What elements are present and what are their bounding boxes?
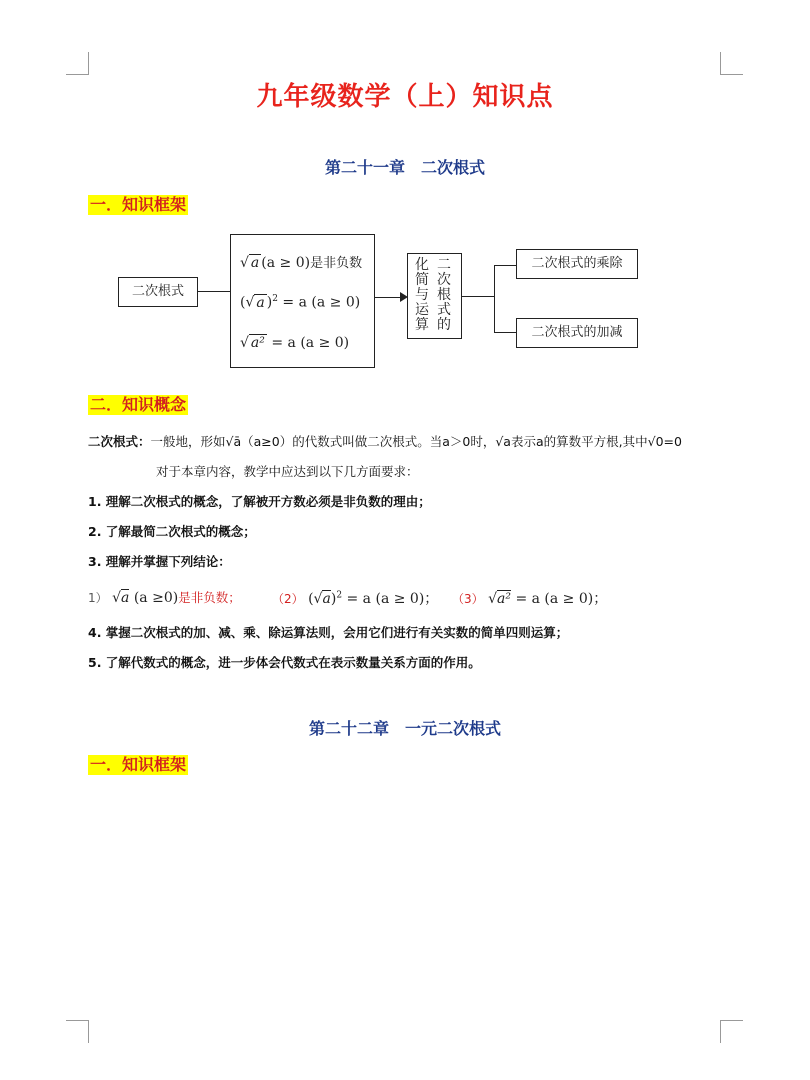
page-corner-bottom-left (66, 1020, 89, 1043)
property-formula-3: √ a² = a (a ≥ 0) (240, 335, 350, 351)
page-corner-top-left (66, 52, 89, 75)
definition-line: 二次根式：一般地，形如√ā（a≥0）的代数式叫做二次根式。当a＞0时，√a表示a的算数平方根,其中√0=0 (88, 434, 682, 449)
requirement-item-5: 5. 了解代数式的概念，进一步体会代数式在表示数量关系方面的作用。 (88, 655, 481, 670)
diagram-box-radical: 二次根式 (118, 277, 198, 307)
section-framework-heading: 一．知识框架 (90, 195, 187, 214)
diagram-box-mul-div: 二次根式的乘除 (516, 249, 638, 279)
diagram-box-add-sub: 二次根式的加减 (516, 318, 638, 348)
connector-line (494, 265, 495, 332)
requirement-item-4: 4. 掌握二次根式的加、减、乘、除运算法则，会用它们进行有关实数的简单四则运算； (88, 625, 569, 640)
conclusion-3: （3） √a² = a (a ≥ 0)； (452, 591, 608, 607)
conclusion-1: 1） √a (a ≥0)是非负数； (88, 590, 241, 606)
requirement-item-1: 1. 理解二次根式的概念，了解被开方数必须是非负数的理由； (88, 494, 431, 509)
connector-line (494, 265, 516, 266)
connector-line (494, 332, 516, 333)
connector-line (461, 296, 494, 297)
property-formula-1: √ a (a ≥ 0)是非负数 (240, 255, 363, 271)
chapter-21-heading: 第二十一章 二次根式 (324, 158, 485, 177)
requirement-item-3: 3. 理解并掌握下列结论： (88, 554, 231, 569)
page-corner-bottom-right (720, 1020, 743, 1043)
section-concept-heading: 二．知识概念 (90, 395, 187, 414)
requirement-item-2: 2. 了解最简二次根式的概念； (88, 524, 256, 539)
intro-line: 对于本章内容，教学中应达到以下几方面要求： (156, 464, 419, 479)
conclusion-2: （2） $(√a)^2 = a$ (a ≥ 0)； (272, 590, 439, 607)
connector-line (197, 291, 230, 292)
property-formula-2: (√ a )$^2$ = a (a ≥ 0) (240, 294, 361, 311)
page-title: 九年级数学（上）知识点 (256, 82, 554, 112)
chapter-22-heading: 第二十二章 一元二次根式 (308, 719, 501, 738)
page-corner-top-right (720, 52, 743, 75)
section-framework-heading-2: 一．知识框架 (90, 755, 187, 774)
vertical-label-col1: 二次根式的 (437, 257, 451, 333)
vertical-label-col2: 化简与运算 (415, 257, 429, 333)
